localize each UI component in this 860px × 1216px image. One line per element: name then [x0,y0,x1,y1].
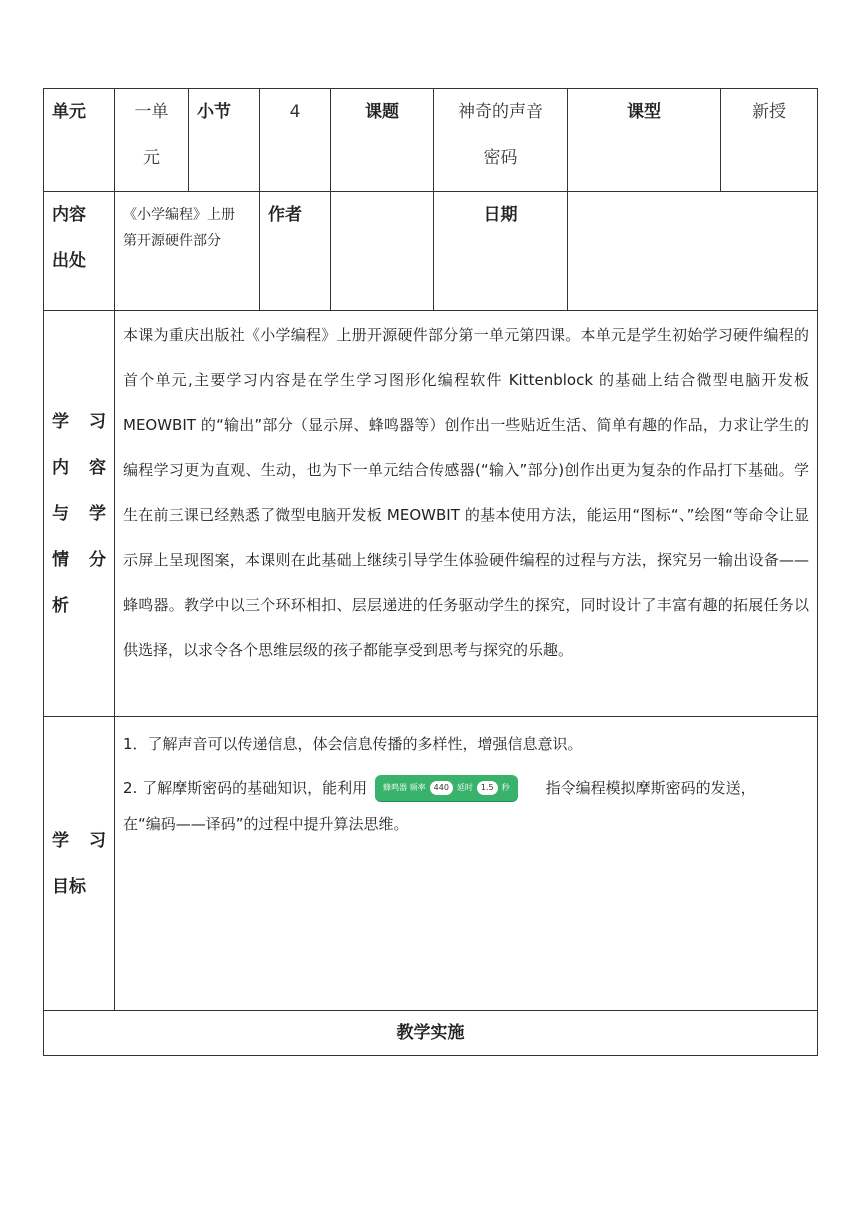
source-value [115,192,260,311]
analysis-label-char: 分 [89,549,106,570]
topic-value-line2: 密码 [483,148,518,168]
goal-item-2 [123,773,809,803]
goal-item-2-continued: 在“编码——译码”的过程中提升算法思维。 [123,815,409,833]
unit-label: 单元 [44,89,115,192]
author-value [331,192,434,311]
analysis-label-char: 与 [52,503,69,524]
goal-item-1: 1．了解声音可以传递信息，体会信息传播的多样性，增强信息意识。 [123,735,583,753]
source-label-line2: 出处 [52,251,86,271]
section-value: 4 [260,89,331,192]
unit-value [115,89,189,192]
buzzer-code-block [375,775,518,801]
delay-label: 延时 [456,783,473,792]
goals-content [115,717,818,1011]
goal-item-2-after: 指令编程模拟摩斯密码的发送， [545,779,756,797]
source-label-line1: 内容 [52,205,86,225]
topic-value [434,89,568,192]
source-value-line2: 第开源硬件部分 [123,233,221,249]
lesson-plan-table [43,88,818,1056]
source-row [44,192,818,311]
source-label [44,192,115,311]
analysis-label-char: 析 [52,595,69,616]
analysis-label-char: 学 [52,411,69,432]
analysis-label-char: 容 [89,457,106,478]
topic-label: 课题 [331,89,434,192]
type-label: 课型 [568,89,721,192]
goals-label [44,717,115,1011]
type-value: 新授 [721,89,818,192]
seconds-label: 秒 [501,783,510,792]
header-row [44,89,818,192]
goals-label-char: 学 [52,830,69,851]
teaching-implementation-title: 教学实施 [44,1011,818,1056]
frequency-value: 440 [430,781,453,795]
goals-label-char: 习 [89,830,106,851]
source-value-line1: 《小学编程》上册 [123,207,235,223]
author-label: 作者 [260,192,331,311]
unit-value-line2: 元 [143,148,160,168]
date-label: 日期 [434,192,568,311]
analysis-text: 本课为重庆出版社《小学编程》上册开源硬件部分第一单元第四课。本单元是学生初始学习硬件编程的首个单元,主要学习内容是在学生学习图形化编程软件 Kittenblock 的基础上结合微型电脑开发板 MEOWBIT 的“输出”部分（显示屏、蜂鸣器等）创作出一些贴近生活、简单有趣的作品，力求让学生的编程学习更为直观、生动，也为下一单元结合传感器(“输入”部分)创作出更为复杂的作品打下基础。学生在前三课已经熟悉了微型电脑开发板 MEOWBIT 的基本使用方法，能运用“图标“、”绘图“等命令让显示屏上呈现图案，本课则在此基础上继续引导学生体验硬件编程的过程与方法，探究另一输出设备——蜂鸣器。教学中以三个环环相扣、层层递进的任务驱动学生的探究，同时设计了丰富有趣的拓展任务以供选择，以求令各个思维层级的孩子都能享受到思考与探究的乐趣。 [115,311,818,717]
unit-value-line1: 一单 [134,102,169,122]
goals-label-char: 目标 [52,876,86,897]
analysis-label-char: 情 [52,549,69,570]
goals-row [44,717,818,1011]
analysis-label-char: 习 [89,411,106,432]
analysis-label-char: 学 [89,503,106,524]
footer-row [44,1011,818,1056]
buzzer-label: 蜂鸣器 频率 [383,783,426,792]
analysis-label-char: 内 [52,457,69,478]
date-value [568,192,818,311]
analysis-row [44,311,818,717]
delay-value: 1.5 [477,781,498,795]
analysis-label [44,311,115,717]
topic-value-line1: 神奇的声音 [458,102,543,122]
section-label: 小节 [189,89,260,192]
goal-item-2-before: 2. 了解摩斯密码的基础知识，能利用 [123,779,368,797]
